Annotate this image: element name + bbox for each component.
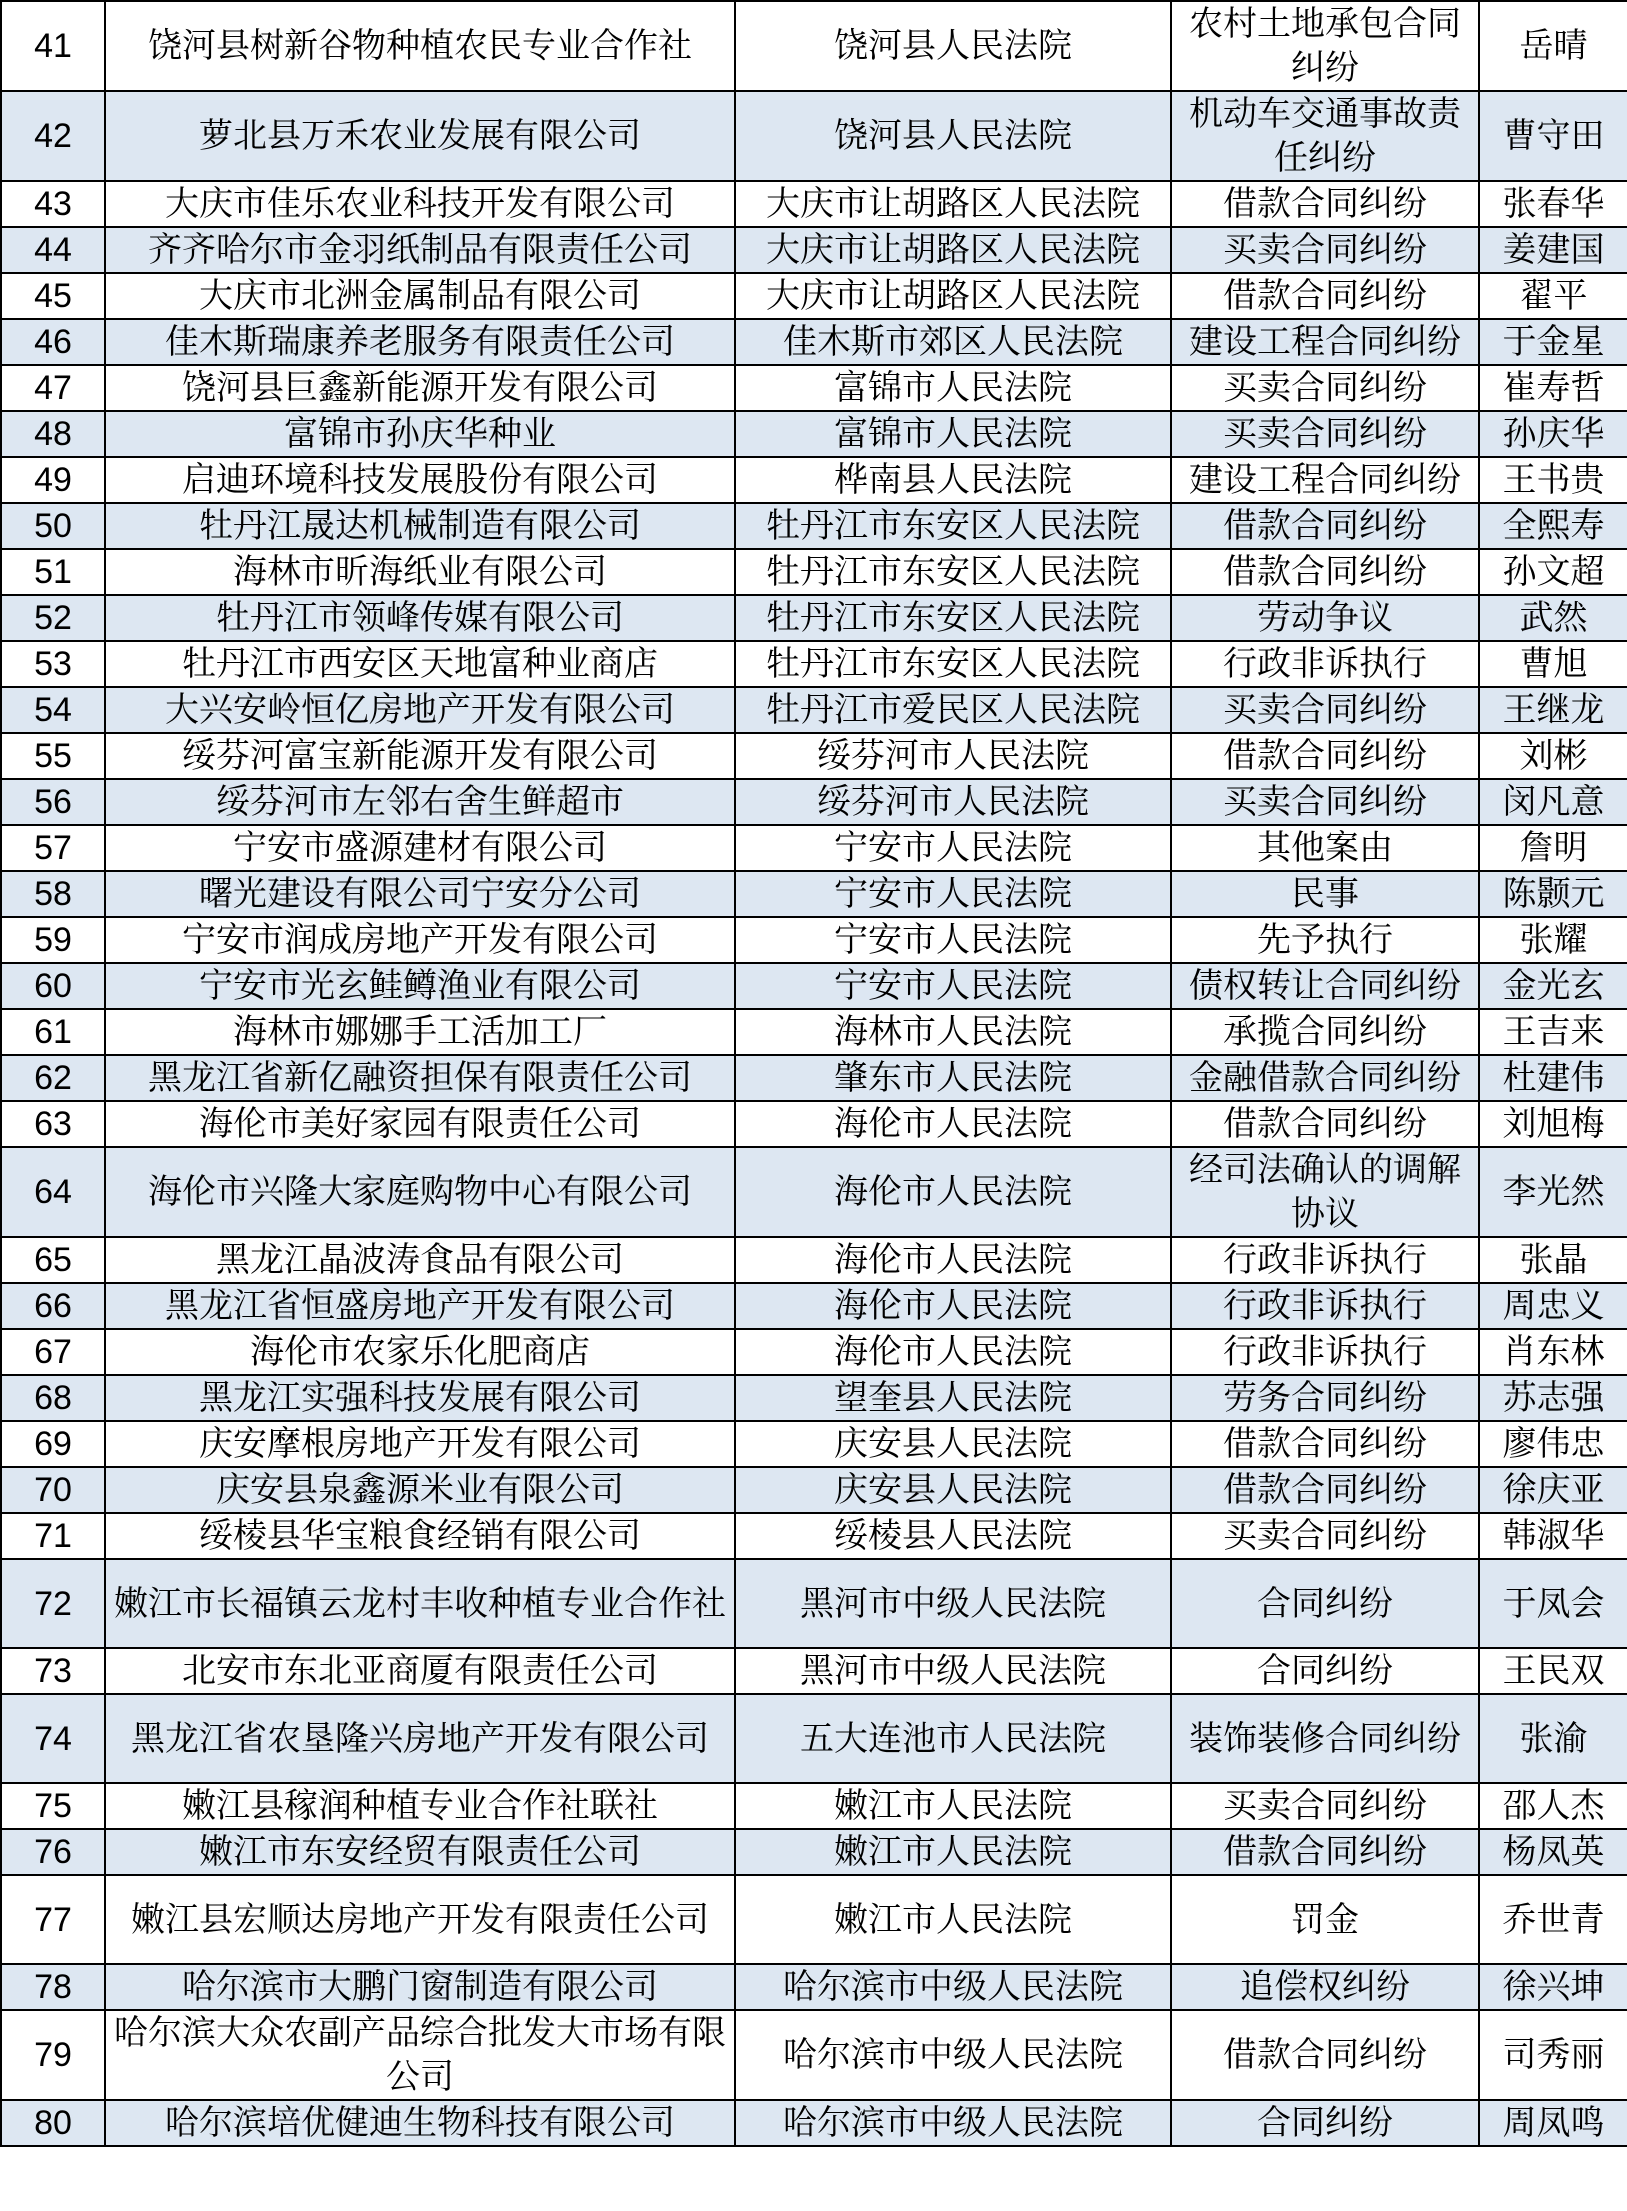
court-name: 望奎县人民法院 — [735, 1375, 1171, 1421]
company-name: 嫩江县宏顺达房地产开发有限责任公司 — [105, 1875, 735, 1964]
case-type: 债权转让合同纠纷 — [1171, 963, 1479, 1009]
row-number: 80 — [1, 2100, 105, 2146]
case-type: 机动车交通事故责任纠纷 — [1171, 91, 1479, 181]
company-name: 嫩江市长福镇云龙村丰收种植专业合作社 — [105, 1559, 735, 1648]
row-number: 44 — [1, 227, 105, 273]
company-name: 牡丹江市西安区天地富种业商店 — [105, 641, 735, 687]
case-type: 买卖合同纠纷 — [1171, 1783, 1479, 1829]
court-name: 黑河市中级人民法院 — [735, 1559, 1171, 1648]
case-type: 装饰装修合同纠纷 — [1171, 1694, 1479, 1783]
court-name: 肇东市人民法院 — [735, 1055, 1171, 1101]
court-name: 佳木斯市郊区人民法院 — [735, 319, 1171, 365]
case-type: 罚金 — [1171, 1875, 1479, 1964]
row-number: 67 — [1, 1329, 105, 1375]
table-row — [1, 2100, 1627, 2146]
row-number: 43 — [1, 181, 105, 227]
table-row — [1, 1101, 1627, 1147]
case-type: 劳动争议 — [1171, 595, 1479, 641]
company-name: 海伦市美好家园有限责任公司 — [105, 1101, 735, 1147]
person-name: 苏志强 — [1479, 1375, 1627, 1421]
table-row — [1, 1467, 1627, 1513]
table-row — [1, 1783, 1627, 1829]
table-row — [1, 1964, 1627, 2010]
table-row — [1, 641, 1627, 687]
person-name: 曹旭 — [1479, 641, 1627, 687]
court-name: 嫩江市人民法院 — [735, 1829, 1171, 1875]
row-number: 45 — [1, 273, 105, 319]
table-row — [1, 733, 1627, 779]
table-row — [1, 1559, 1627, 1648]
table-row — [1, 825, 1627, 871]
table-row — [1, 549, 1627, 595]
row-number: 58 — [1, 871, 105, 917]
court-name: 哈尔滨市中级人民法院 — [735, 2010, 1171, 2100]
court-name: 牡丹江市东安区人民法院 — [735, 595, 1171, 641]
court-name: 黑河市中级人民法院 — [735, 1648, 1171, 1694]
person-name: 周凤鸣 — [1479, 2100, 1627, 2146]
person-name: 姜建国 — [1479, 227, 1627, 273]
company-name: 绥芬河富宝新能源开发有限公司 — [105, 733, 735, 779]
court-name: 嫩江市人民法院 — [735, 1783, 1171, 1829]
court-name: 大庆市让胡路区人民法院 — [735, 273, 1171, 319]
court-name: 大庆市让胡路区人民法院 — [735, 227, 1171, 273]
person-name: 徐庆亚 — [1479, 1467, 1627, 1513]
person-name: 全熙寿 — [1479, 503, 1627, 549]
person-name: 闵凡意 — [1479, 779, 1627, 825]
company-name: 哈尔滨市大鹏门窗制造有限公司 — [105, 1964, 735, 2010]
company-name: 富锦市孙庆华种业 — [105, 411, 735, 457]
person-name: 李光然 — [1479, 1147, 1627, 1237]
case-type: 借款合同纠纷 — [1171, 1829, 1479, 1875]
table-row — [1, 181, 1627, 227]
company-name: 大庆市北洲金属制品有限公司 — [105, 273, 735, 319]
table-row — [1, 457, 1627, 503]
company-name: 饶河县树新谷物种植农民专业合作社 — [105, 1, 735, 91]
table-row — [1, 779, 1627, 825]
case-type: 其他案由 — [1171, 825, 1479, 871]
case-type: 民事 — [1171, 871, 1479, 917]
table-row — [1, 2010, 1627, 2100]
case-type: 借款合同纠纷 — [1171, 181, 1479, 227]
court-name: 牡丹江市东安区人民法院 — [735, 549, 1171, 595]
table-row — [1, 1421, 1627, 1467]
court-name: 海伦市人民法院 — [735, 1237, 1171, 1283]
person-name: 杨凤英 — [1479, 1829, 1627, 1875]
row-number: 56 — [1, 779, 105, 825]
table-row — [1, 963, 1627, 1009]
row-number: 70 — [1, 1467, 105, 1513]
table-row — [1, 1329, 1627, 1375]
table-row — [1, 411, 1627, 457]
company-name: 庆安摩根房地产开发有限公司 — [105, 1421, 735, 1467]
table-row — [1, 1513, 1627, 1559]
company-name: 海伦市农家乐化肥商店 — [105, 1329, 735, 1375]
case-type: 借款合同纠纷 — [1171, 733, 1479, 779]
row-number: 52 — [1, 595, 105, 641]
row-number: 74 — [1, 1694, 105, 1783]
company-name: 宁安市盛源建材有限公司 — [105, 825, 735, 871]
table-row — [1, 1875, 1627, 1964]
row-number: 63 — [1, 1101, 105, 1147]
company-name: 庆安县泉鑫源米业有限公司 — [105, 1467, 735, 1513]
row-number: 75 — [1, 1783, 105, 1829]
case-type: 借款合同纠纷 — [1171, 1467, 1479, 1513]
row-number: 72 — [1, 1559, 105, 1648]
company-name: 海林市昕海纸业有限公司 — [105, 549, 735, 595]
person-name: 邵人杰 — [1479, 1783, 1627, 1829]
person-name: 张晶 — [1479, 1237, 1627, 1283]
person-name: 武然 — [1479, 595, 1627, 641]
person-name: 金光玄 — [1479, 963, 1627, 1009]
company-name: 牡丹江晟达机械制造有限公司 — [105, 503, 735, 549]
table-row — [1, 1055, 1627, 1101]
person-name: 于凤会 — [1479, 1559, 1627, 1648]
company-name: 齐齐哈尔市金羽纸制品有限责任公司 — [105, 227, 735, 273]
case-type: 借款合同纠纷 — [1171, 273, 1479, 319]
row-number: 65 — [1, 1237, 105, 1283]
person-name: 刘彬 — [1479, 733, 1627, 779]
court-name: 海伦市人民法院 — [735, 1147, 1171, 1237]
row-number: 47 — [1, 365, 105, 411]
court-name: 宁安市人民法院 — [735, 963, 1171, 1009]
court-name: 绥棱县人民法院 — [735, 1513, 1171, 1559]
case-type: 劳务合同纠纷 — [1171, 1375, 1479, 1421]
row-number: 66 — [1, 1283, 105, 1329]
table-row — [1, 687, 1627, 733]
case-type: 买卖合同纠纷 — [1171, 411, 1479, 457]
case-type: 行政非诉执行 — [1171, 641, 1479, 687]
person-name: 廖伟忠 — [1479, 1421, 1627, 1467]
court-name: 庆安县人民法院 — [735, 1467, 1171, 1513]
court-name: 海林市人民法院 — [735, 1009, 1171, 1055]
court-name: 绥芬河市人民法院 — [735, 733, 1171, 779]
court-name: 海伦市人民法院 — [735, 1329, 1171, 1375]
table-row — [1, 1694, 1627, 1783]
court-name: 绥芬河市人民法院 — [735, 779, 1171, 825]
case-type: 借款合同纠纷 — [1171, 1421, 1479, 1467]
court-name: 牡丹江市东安区人民法院 — [735, 641, 1171, 687]
row-number: 46 — [1, 319, 105, 365]
row-number: 60 — [1, 963, 105, 1009]
table-row — [1, 273, 1627, 319]
table-row — [1, 917, 1627, 963]
table-row — [1, 1829, 1627, 1875]
table-row — [1, 1147, 1627, 1237]
row-number: 42 — [1, 91, 105, 181]
case-type: 农村土地承包合同纠纷 — [1171, 1, 1479, 91]
row-number: 71 — [1, 1513, 105, 1559]
case-type: 追偿权纠纷 — [1171, 1964, 1479, 2010]
person-name: 徐兴坤 — [1479, 1964, 1627, 2010]
person-name: 王民双 — [1479, 1648, 1627, 1694]
table-row — [1, 595, 1627, 641]
row-number: 49 — [1, 457, 105, 503]
company-name: 黑龙江省恒盛房地产开发有限公司 — [105, 1283, 735, 1329]
company-name: 饶河县巨鑫新能源开发有限公司 — [105, 365, 735, 411]
case-type: 借款合同纠纷 — [1171, 1101, 1479, 1147]
court-name: 哈尔滨市中级人民法院 — [735, 2100, 1171, 2146]
court-name: 桦南县人民法院 — [735, 457, 1171, 503]
court-name: 宁安市人民法院 — [735, 917, 1171, 963]
court-name: 庆安县人民法院 — [735, 1421, 1171, 1467]
case-type: 借款合同纠纷 — [1171, 2010, 1479, 2100]
company-name: 大庆市佳乐农业科技开发有限公司 — [105, 181, 735, 227]
table-row — [1, 1, 1627, 91]
case-type: 建设工程合同纠纷 — [1171, 319, 1479, 365]
company-name: 海伦市兴隆大家庭购物中心有限公司 — [105, 1147, 735, 1237]
court-name: 牡丹江市东安区人民法院 — [735, 503, 1171, 549]
case-type: 建设工程合同纠纷 — [1171, 457, 1479, 503]
case-type: 买卖合同纠纷 — [1171, 365, 1479, 411]
court-name: 富锦市人民法院 — [735, 365, 1171, 411]
court-name: 大庆市让胡路区人民法院 — [735, 181, 1171, 227]
case-type: 金融借款合同纠纷 — [1171, 1055, 1479, 1101]
case-type: 买卖合同纠纷 — [1171, 687, 1479, 733]
court-name: 富锦市人民法院 — [735, 411, 1171, 457]
row-number: 48 — [1, 411, 105, 457]
person-name: 司秀丽 — [1479, 2010, 1627, 2100]
person-name: 詹明 — [1479, 825, 1627, 871]
case-type: 买卖合同纠纷 — [1171, 1513, 1479, 1559]
row-number: 77 — [1, 1875, 105, 1964]
company-name: 宁安市光玄鲑鳟渔业有限公司 — [105, 963, 735, 1009]
person-name: 孙文超 — [1479, 549, 1627, 595]
case-type: 行政非诉执行 — [1171, 1329, 1479, 1375]
company-name: 嫩江县稼润种植专业合作社联社 — [105, 1783, 735, 1829]
person-name: 崔寿哲 — [1479, 365, 1627, 411]
company-name: 启迪环境科技发展股份有限公司 — [105, 457, 735, 503]
table-row — [1, 365, 1627, 411]
court-name: 饶河县人民法院 — [735, 1, 1171, 91]
case-type: 买卖合同纠纷 — [1171, 779, 1479, 825]
case-type: 合同纠纷 — [1171, 2100, 1479, 2146]
person-name: 曹守田 — [1479, 91, 1627, 181]
company-name: 哈尔滨培优健迪生物科技有限公司 — [105, 2100, 735, 2146]
case-type: 先予执行 — [1171, 917, 1479, 963]
case-type: 经司法确认的调解协议 — [1171, 1147, 1479, 1237]
company-name: 黑龙江晶波涛食品有限公司 — [105, 1237, 735, 1283]
company-name: 绥棱县华宝粮食经销有限公司 — [105, 1513, 735, 1559]
row-number: 68 — [1, 1375, 105, 1421]
case-type: 借款合同纠纷 — [1171, 503, 1479, 549]
row-number: 50 — [1, 503, 105, 549]
person-name: 杜建伟 — [1479, 1055, 1627, 1101]
company-name: 宁安市润成房地产开发有限公司 — [105, 917, 735, 963]
row-number: 57 — [1, 825, 105, 871]
table-row — [1, 1648, 1627, 1694]
company-name: 黑龙江省新亿融资担保有限责任公司 — [105, 1055, 735, 1101]
person-name: 王书贵 — [1479, 457, 1627, 503]
person-name: 陈颢元 — [1479, 871, 1627, 917]
table-row — [1, 1009, 1627, 1055]
table-row — [1, 227, 1627, 273]
person-name: 乔世青 — [1479, 1875, 1627, 1964]
person-name: 张渝 — [1479, 1694, 1627, 1783]
person-name: 于金星 — [1479, 319, 1627, 365]
table-body — [1, 1, 1627, 2146]
company-name: 大兴安岭恒亿房地产开发有限公司 — [105, 687, 735, 733]
court-name: 嫩江市人民法院 — [735, 1875, 1171, 1964]
row-number: 54 — [1, 687, 105, 733]
court-name: 五大连池市人民法院 — [735, 1694, 1171, 1783]
row-number: 61 — [1, 1009, 105, 1055]
company-name: 曙光建设有限公司宁安分公司 — [105, 871, 735, 917]
case-type: 合同纠纷 — [1171, 1559, 1479, 1648]
table-row — [1, 871, 1627, 917]
case-type: 借款合同纠纷 — [1171, 549, 1479, 595]
company-name: 黑龙江实强科技发展有限公司 — [105, 1375, 735, 1421]
case-type: 行政非诉执行 — [1171, 1283, 1479, 1329]
company-name: 嫩江市东安经贸有限责任公司 — [105, 1829, 735, 1875]
row-number: 64 — [1, 1147, 105, 1237]
table-row — [1, 91, 1627, 181]
table-row — [1, 503, 1627, 549]
company-name: 海林市娜娜手工活加工厂 — [105, 1009, 735, 1055]
row-number: 79 — [1, 2010, 105, 2100]
person-name: 刘旭梅 — [1479, 1101, 1627, 1147]
table-row — [1, 1237, 1627, 1283]
row-number: 53 — [1, 641, 105, 687]
person-name: 翟平 — [1479, 273, 1627, 319]
row-number: 51 — [1, 549, 105, 595]
person-name: 王继龙 — [1479, 687, 1627, 733]
case-type: 行政非诉执行 — [1171, 1237, 1479, 1283]
company-name: 黑龙江省农垦隆兴房地产开发有限公司 — [105, 1694, 735, 1783]
row-number: 69 — [1, 1421, 105, 1467]
court-name: 哈尔滨市中级人民法院 — [735, 1964, 1171, 2010]
case-type: 承揽合同纠纷 — [1171, 1009, 1479, 1055]
person-name: 韩淑华 — [1479, 1513, 1627, 1559]
court-name: 海伦市人民法院 — [735, 1101, 1171, 1147]
court-name: 牡丹江市爱民区人民法院 — [735, 687, 1171, 733]
case-type: 合同纠纷 — [1171, 1648, 1479, 1694]
person-name: 岳晴 — [1479, 1, 1627, 91]
table-row — [1, 1375, 1627, 1421]
row-number: 62 — [1, 1055, 105, 1101]
company-name: 哈尔滨大众农副产品综合批发大市场有限公司 — [105, 2010, 735, 2100]
person-name: 王吉来 — [1479, 1009, 1627, 1055]
company-name: 北安市东北亚商厦有限责任公司 — [105, 1648, 735, 1694]
court-name: 宁安市人民法院 — [735, 825, 1171, 871]
row-number: 55 — [1, 733, 105, 779]
person-name: 周忠义 — [1479, 1283, 1627, 1329]
court-name: 宁安市人民法院 — [735, 871, 1171, 917]
company-name: 绥芬河市左邻右舍生鲜超市 — [105, 779, 735, 825]
company-name: 佳木斯瑞康养老服务有限责任公司 — [105, 319, 735, 365]
case-type: 买卖合同纠纷 — [1171, 227, 1479, 273]
row-number: 78 — [1, 1964, 105, 2010]
table-row — [1, 319, 1627, 365]
row-number: 59 — [1, 917, 105, 963]
person-name: 张春华 — [1479, 181, 1627, 227]
row-number: 76 — [1, 1829, 105, 1875]
person-name: 孙庆华 — [1479, 411, 1627, 457]
person-name: 张耀 — [1479, 917, 1627, 963]
person-name: 肖东林 — [1479, 1329, 1627, 1375]
company-name: 萝北县万禾农业发展有限公司 — [105, 91, 735, 181]
court-name: 饶河县人民法院 — [735, 91, 1171, 181]
table-row — [1, 1283, 1627, 1329]
company-name: 牡丹江市领峰传媒有限公司 — [105, 595, 735, 641]
court-name: 海伦市人民法院 — [735, 1283, 1171, 1329]
row-number: 41 — [1, 1, 105, 91]
row-number: 73 — [1, 1648, 105, 1694]
